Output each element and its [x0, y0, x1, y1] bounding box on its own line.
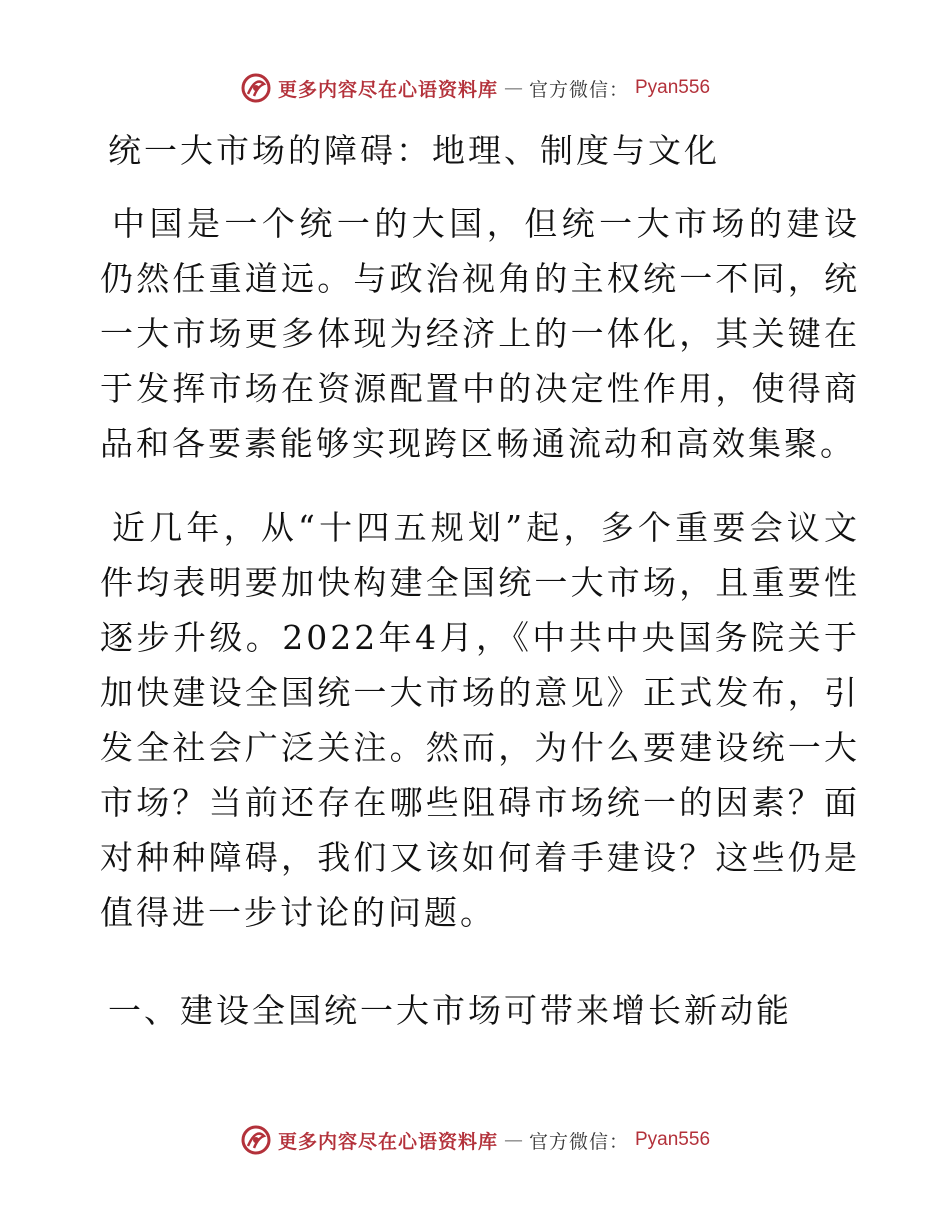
footer-watermark [0, 1124, 950, 1156]
watermark-wechat-label: 官方微信： [528, 1130, 629, 1153]
logo-swirl-icon [240, 72, 272, 104]
header-watermark [0, 72, 950, 104]
watermark-site-text: 更多内容尽在心语资料库 [277, 78, 498, 101]
paragraph-2: 近几年，从“十四五规划”起，多个重要会议文件均表明要加快构建全国统一大市场，且重要性逐步升级。2022年4月，《中共中央国务院关于加快建设全国统一大市场的意见》正式发布，引发全社会广泛关注。然而，为什么要建设统一大市场？当前还存在哪些阻碍市场统一的因素？面对种种障碍，我们又该如何着手建设？这些仍是值得进一步讨论的问题。 [100, 508, 860, 932]
watermark-wechat-id: Pyan556 [635, 1129, 711, 1150]
watermark-wechat-label: 官方微信： [528, 78, 629, 101]
document-title: 统一大市场的障碍：地理、制度与文化 [108, 131, 720, 170]
paragraph-1: 中国是一个统一的大国，但统一大市场的建设仍然任重道远。与政治视角的主权统一不同，统一大市场更多体现为经济上的一体化，其关键在于发挥市场在资源配置中的决定性作用，使得商品和各要素能够实现跨区畅通流动和高效集聚。 [100, 204, 860, 463]
watermark-separator: — [503, 1129, 523, 1151]
watermark-wechat-id: Pyan556 [635, 77, 711, 98]
watermark-site-text: 更多内容尽在心语资料库 [277, 1130, 498, 1153]
watermark-separator: — [503, 77, 523, 99]
section-heading: 一、建设全国统一大市场可带来增长新动能 [108, 991, 792, 1030]
logo-swirl-icon [240, 1124, 272, 1156]
